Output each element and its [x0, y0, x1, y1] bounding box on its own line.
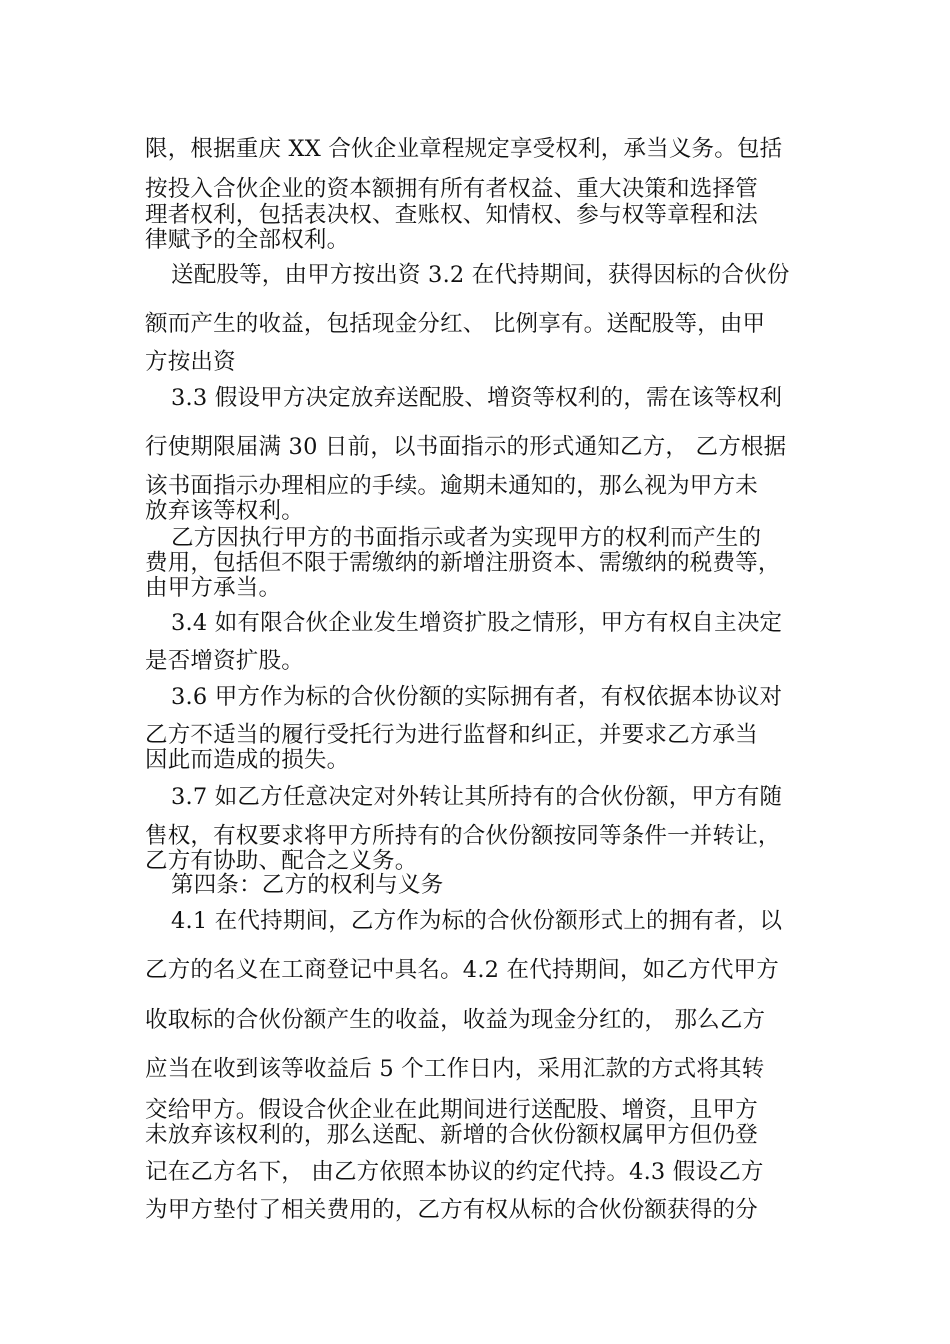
text-line: 售权，有权要求将甲方所持有的合伙份额按同等条件一并转让，	[145, 823, 781, 849]
text-line: 3.7 如乙方任意决定对外转让其所持有的合伙份额，甲方有随	[171, 784, 783, 810]
text-line: 3.3 假设甲方决定放弃送配股、增资等权利的，需在该等权利	[171, 385, 783, 411]
text-line: 应当在收到该等收益后 5 个工作日内，采用汇款的方式将其转	[145, 1056, 765, 1082]
text-line: 乙方有协助、配合之义务。	[145, 848, 418, 874]
text-line: 放弃该等权利。	[145, 498, 304, 524]
text-line: 限，根据重庆 XX 合伙企业章程规定享受权利，承当义务。包括	[145, 136, 783, 162]
text-line: 3.4 如有限合伙企业发生增资扩股之情形，甲方有权自主决定	[171, 610, 783, 636]
text-line: 是否增资扩股。	[145, 648, 304, 674]
text-line: 方按出资	[145, 349, 236, 375]
text-line: 费用，包括但不限于需缴纳的新增注册资本、需缴纳的税费等，	[145, 550, 781, 576]
text-line: 乙方的名义在工商登记中具名。4.2 在代持期间，如乙方代甲方	[145, 957, 779, 983]
text-line: 记在乙方名下， 由乙方依照本协议的约定代持。4.3 假设乙方	[145, 1159, 764, 1185]
text-line: 按投入合伙企业的资本额拥有所有者权益、重大决策和选择管	[145, 176, 758, 202]
section-heading: 第四条：乙方的权利与义务	[171, 872, 444, 898]
text-line: 理者权利，包括表决权、查账权、知情权、参与权等章程和法	[145, 202, 758, 228]
text-line: 收取标的合伙份额产生的收益，收益为现金分红的， 那么乙方	[145, 1007, 766, 1033]
text-line: 该书面指示办理相应的手续。逾期未通知的，那么视为甲方未	[145, 473, 758, 499]
text-line: 因此而造成的损失。	[145, 747, 350, 773]
text-line: 由甲方承当。	[145, 575, 282, 601]
text-line: 行使期限届满 30 日前，以书面指示的形式通知乙方， 乙方根据	[145, 434, 787, 460]
text-line: 送配股等，由甲方按出资 3.2 在代持期间，获得因标的合伙份	[171, 262, 790, 288]
text-line: 乙方因执行甲方的书面指示或者为实现甲方的权利而产生的	[171, 525, 762, 551]
text-line: 交给甲方。假设合伙企业在此期间进行送配股、增资，且甲方	[145, 1097, 758, 1123]
text-line: 4.1 在代持期间，乙方作为标的合伙份额形式上的拥有者，以	[171, 908, 783, 934]
text-line: 额而产生的收益，包括现金分红、 比例享有。送配股等，由甲	[145, 311, 766, 337]
text-line: 乙方不适当的履行受托行为进行监督和纠正，并要求乙方承当	[145, 722, 758, 748]
text-line: 未放弃该权利的，那么送配、新增的合伙份额权属甲方但仍登	[145, 1122, 758, 1148]
text-line: 为甲方垫付了相关费用的，乙方有权从标的合伙份额获得的分	[145, 1197, 758, 1223]
text-line: 3.6 甲方作为标的合伙份额的实际拥有者，有权依据本协议对	[171, 684, 783, 710]
text-line: 律赋予的全部权利。	[145, 227, 350, 253]
